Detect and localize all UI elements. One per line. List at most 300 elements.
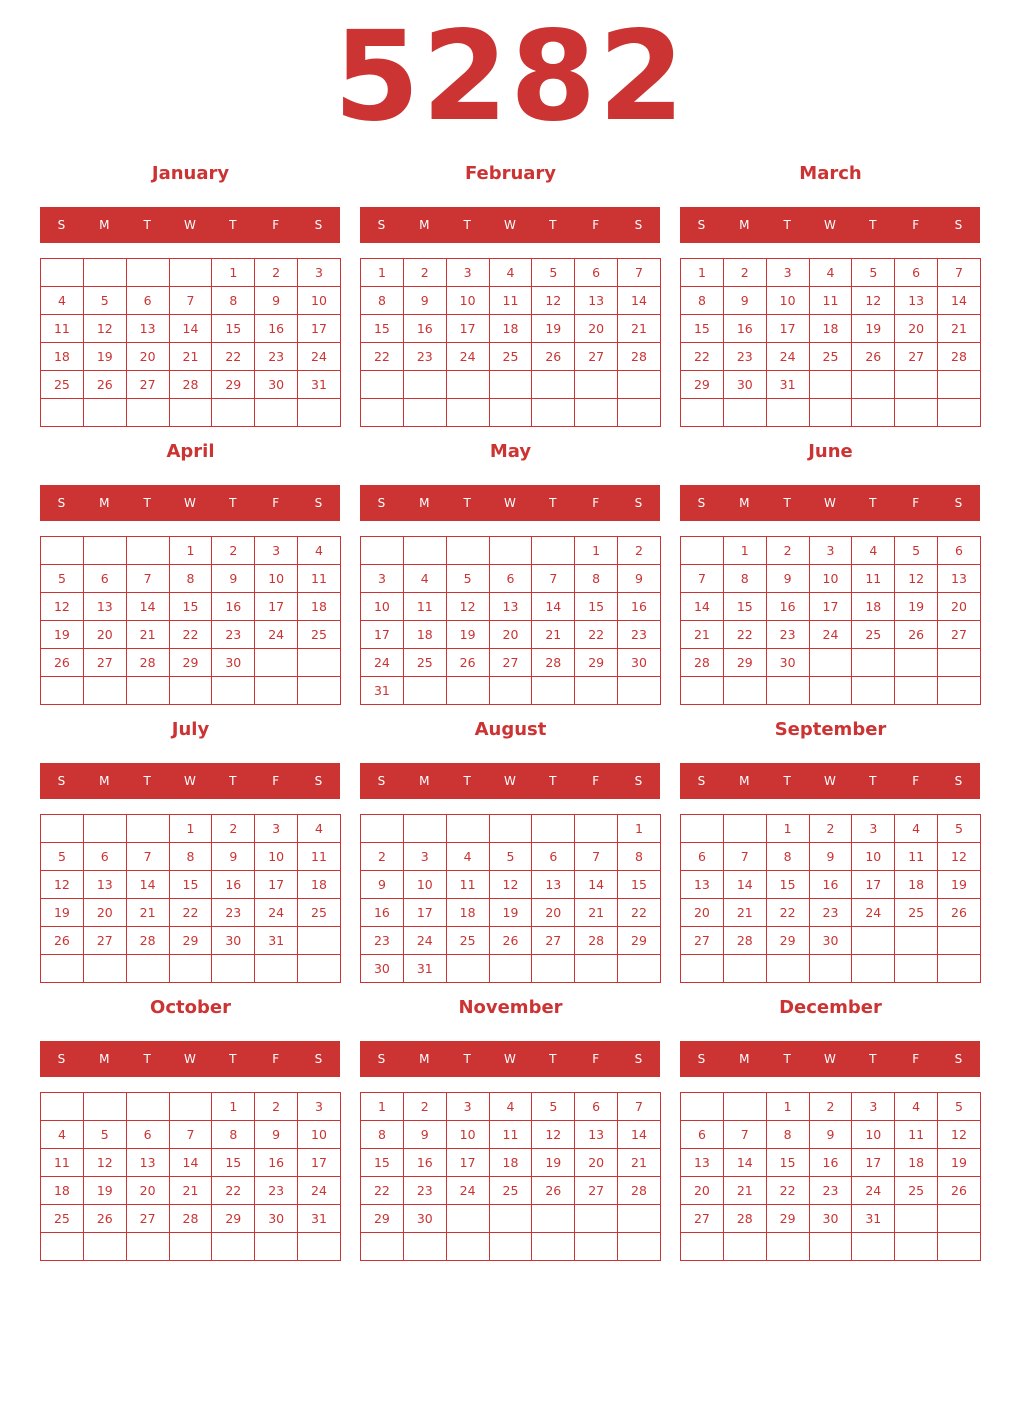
day-cell: 9 bbox=[212, 843, 255, 871]
day-cell: 11 bbox=[41, 1149, 84, 1177]
day-cell bbox=[767, 677, 810, 705]
day-cell bbox=[938, 371, 981, 399]
day-cell bbox=[212, 1233, 255, 1261]
day-cell bbox=[127, 677, 170, 705]
day-cell: 20 bbox=[84, 899, 127, 927]
day-cell bbox=[810, 955, 853, 983]
weekday-label: M bbox=[419, 1052, 430, 1066]
day-cell: 24 bbox=[255, 899, 298, 927]
day-cell bbox=[41, 537, 84, 565]
weekday-label: T bbox=[463, 774, 471, 788]
day-grid bbox=[40, 814, 341, 983]
day-cell bbox=[938, 649, 981, 677]
day-cell: 13 bbox=[127, 1149, 170, 1177]
day-cell: 28 bbox=[532, 649, 575, 677]
day-cell: 19 bbox=[490, 899, 533, 927]
weekday-header bbox=[40, 1041, 340, 1077]
day-cell: 10 bbox=[447, 287, 490, 315]
day-cell: 25 bbox=[490, 343, 533, 371]
weekday-label: S bbox=[634, 774, 643, 788]
weekday-label: M bbox=[99, 774, 110, 788]
day-cell: 8 bbox=[767, 843, 810, 871]
weekday-label: F bbox=[912, 218, 920, 232]
weekday-label: F bbox=[912, 774, 920, 788]
day-cell: 25 bbox=[490, 1177, 533, 1205]
day-cell: 11 bbox=[490, 1121, 533, 1149]
weekday-label: W bbox=[184, 496, 196, 510]
day-cell: 19 bbox=[895, 593, 938, 621]
day-cell: 24 bbox=[810, 621, 853, 649]
weekday-label: T bbox=[229, 1052, 237, 1066]
day-cell: 25 bbox=[895, 899, 938, 927]
day-cell: 23 bbox=[255, 343, 298, 371]
day-cell bbox=[490, 537, 533, 565]
day-cell: 15 bbox=[767, 1149, 810, 1177]
day-cell bbox=[212, 677, 255, 705]
day-cell: 15 bbox=[618, 871, 661, 899]
day-cell: 13 bbox=[575, 287, 618, 315]
day-cell: 30 bbox=[767, 649, 810, 677]
day-cell bbox=[724, 1233, 767, 1261]
weekday-label: S bbox=[377, 1052, 386, 1066]
day-cell bbox=[127, 537, 170, 565]
day-cell: 14 bbox=[618, 1121, 661, 1149]
day-cell bbox=[852, 371, 895, 399]
day-cell bbox=[170, 259, 213, 287]
day-cell: 23 bbox=[212, 899, 255, 927]
day-cell: 10 bbox=[810, 565, 853, 593]
day-cell: 3 bbox=[767, 259, 810, 287]
day-cell: 20 bbox=[575, 315, 618, 343]
day-cell: 28 bbox=[127, 927, 170, 955]
day-cell: 18 bbox=[810, 315, 853, 343]
day-cell: 30 bbox=[810, 1205, 853, 1233]
day-cell: 13 bbox=[895, 287, 938, 315]
day-cell: 14 bbox=[618, 287, 661, 315]
day-cell: 10 bbox=[255, 565, 298, 593]
day-cell bbox=[170, 1233, 213, 1261]
day-cell bbox=[490, 399, 533, 427]
day-cell bbox=[767, 399, 810, 427]
day-cell: 13 bbox=[127, 315, 170, 343]
day-cell: 11 bbox=[404, 593, 447, 621]
day-cell: 17 bbox=[255, 593, 298, 621]
day-cell: 11 bbox=[298, 565, 341, 593]
day-cell: 23 bbox=[404, 343, 447, 371]
day-cell: 1 bbox=[361, 1093, 404, 1121]
day-cell bbox=[447, 1205, 490, 1233]
day-cell: 3 bbox=[447, 1093, 490, 1121]
day-cell: 29 bbox=[575, 649, 618, 677]
day-cell bbox=[532, 815, 575, 843]
day-cell: 25 bbox=[298, 621, 341, 649]
day-cell bbox=[938, 677, 981, 705]
day-cell bbox=[575, 1233, 618, 1261]
weekday-label: F bbox=[592, 496, 600, 510]
day-cell bbox=[724, 1093, 767, 1121]
day-cell bbox=[127, 955, 170, 983]
day-cell: 5 bbox=[852, 259, 895, 287]
day-cell: 24 bbox=[298, 1177, 341, 1205]
day-cell bbox=[895, 955, 938, 983]
day-cell: 7 bbox=[681, 565, 724, 593]
day-cell: 2 bbox=[724, 259, 767, 287]
day-cell: 12 bbox=[84, 1149, 127, 1177]
day-cell: 14 bbox=[724, 1149, 767, 1177]
day-cell: 11 bbox=[895, 843, 938, 871]
day-cell: 2 bbox=[404, 1093, 447, 1121]
day-cell: 8 bbox=[361, 1121, 404, 1149]
day-cell: 27 bbox=[575, 343, 618, 371]
day-cell bbox=[490, 677, 533, 705]
day-cell bbox=[895, 371, 938, 399]
day-cell bbox=[404, 537, 447, 565]
day-cell: 31 bbox=[767, 371, 810, 399]
day-cell: 17 bbox=[298, 1149, 341, 1177]
day-cell: 12 bbox=[490, 871, 533, 899]
day-cell: 23 bbox=[724, 343, 767, 371]
day-cell bbox=[404, 399, 447, 427]
day-cell bbox=[575, 677, 618, 705]
day-cell: 8 bbox=[767, 1121, 810, 1149]
day-cell: 7 bbox=[724, 843, 767, 871]
weekday-label: W bbox=[184, 1052, 196, 1066]
day-cell: 30 bbox=[212, 649, 255, 677]
day-cell: 18 bbox=[41, 343, 84, 371]
weekday-label: W bbox=[184, 774, 196, 788]
day-cell bbox=[724, 955, 767, 983]
day-cell: 29 bbox=[361, 1205, 404, 1233]
day-cell: 13 bbox=[681, 1149, 724, 1177]
day-cell bbox=[84, 399, 127, 427]
day-cell: 27 bbox=[938, 621, 981, 649]
day-cell: 3 bbox=[447, 259, 490, 287]
weekday-label: S bbox=[314, 218, 323, 232]
day-cell bbox=[212, 399, 255, 427]
day-cell bbox=[41, 677, 84, 705]
day-cell: 12 bbox=[41, 871, 84, 899]
day-cell: 15 bbox=[575, 593, 618, 621]
weekday-label: F bbox=[272, 774, 280, 788]
weekday-label: W bbox=[504, 496, 516, 510]
day-cell: 3 bbox=[852, 815, 895, 843]
day-cell bbox=[84, 1233, 127, 1261]
day-cell: 26 bbox=[447, 649, 490, 677]
day-cell: 28 bbox=[170, 1205, 213, 1233]
day-cell: 19 bbox=[84, 343, 127, 371]
day-cell: 9 bbox=[361, 871, 404, 899]
day-cell: 28 bbox=[938, 343, 981, 371]
day-cell: 14 bbox=[170, 315, 213, 343]
day-cell: 11 bbox=[447, 871, 490, 899]
day-cell bbox=[852, 955, 895, 983]
day-cell: 18 bbox=[298, 593, 341, 621]
day-cell: 9 bbox=[810, 843, 853, 871]
day-cell: 9 bbox=[618, 565, 661, 593]
day-cell: 29 bbox=[212, 1205, 255, 1233]
day-cell: 2 bbox=[255, 259, 298, 287]
day-cell: 29 bbox=[618, 927, 661, 955]
day-cell: 16 bbox=[618, 593, 661, 621]
day-cell bbox=[938, 1205, 981, 1233]
day-cell bbox=[255, 649, 298, 677]
day-cell: 6 bbox=[84, 843, 127, 871]
weekday-label: W bbox=[824, 496, 836, 510]
weekday-header bbox=[680, 763, 980, 799]
day-cell bbox=[532, 371, 575, 399]
day-cell bbox=[681, 1093, 724, 1121]
day-cell: 11 bbox=[298, 843, 341, 871]
day-cell bbox=[361, 815, 404, 843]
day-cell bbox=[84, 815, 127, 843]
day-cell: 16 bbox=[810, 1149, 853, 1177]
day-cell: 27 bbox=[895, 343, 938, 371]
day-cell: 15 bbox=[170, 593, 213, 621]
day-cell: 16 bbox=[724, 315, 767, 343]
day-cell: 14 bbox=[532, 593, 575, 621]
day-cell bbox=[447, 399, 490, 427]
weekday-label: T bbox=[783, 218, 791, 232]
day-cell: 17 bbox=[255, 871, 298, 899]
day-cell bbox=[810, 399, 853, 427]
day-cell: 6 bbox=[490, 565, 533, 593]
day-cell: 15 bbox=[681, 315, 724, 343]
weekday-label: S bbox=[377, 774, 386, 788]
day-cell: 11 bbox=[490, 287, 533, 315]
day-cell bbox=[127, 1093, 170, 1121]
day-cell bbox=[84, 955, 127, 983]
day-cell: 19 bbox=[41, 621, 84, 649]
day-cell: 6 bbox=[84, 565, 127, 593]
weekday-label: M bbox=[419, 218, 430, 232]
weekday-label: T bbox=[143, 774, 151, 788]
day-cell: 22 bbox=[724, 621, 767, 649]
day-cell: 22 bbox=[618, 899, 661, 927]
month-name: January bbox=[151, 163, 230, 184]
day-cell: 4 bbox=[41, 287, 84, 315]
day-cell: 17 bbox=[404, 899, 447, 927]
day-cell: 22 bbox=[575, 621, 618, 649]
weekday-label: S bbox=[954, 774, 963, 788]
day-cell bbox=[681, 537, 724, 565]
weekday-label: T bbox=[783, 774, 791, 788]
day-cell: 23 bbox=[810, 899, 853, 927]
day-cell: 24 bbox=[361, 649, 404, 677]
day-cell: 22 bbox=[170, 621, 213, 649]
day-cell bbox=[852, 677, 895, 705]
day-cell bbox=[895, 927, 938, 955]
weekday-label: M bbox=[739, 496, 750, 510]
day-cell: 28 bbox=[681, 649, 724, 677]
day-cell bbox=[681, 1233, 724, 1261]
month-name: July bbox=[171, 719, 210, 740]
weekday-label: S bbox=[634, 1052, 643, 1066]
day-cell: 1 bbox=[724, 537, 767, 565]
day-cell bbox=[84, 259, 127, 287]
day-cell: 8 bbox=[212, 287, 255, 315]
weekday-label: T bbox=[229, 774, 237, 788]
day-cell: 24 bbox=[767, 343, 810, 371]
day-cell: 4 bbox=[895, 815, 938, 843]
weekday-label: S bbox=[697, 218, 706, 232]
day-cell: 4 bbox=[41, 1121, 84, 1149]
day-cell bbox=[618, 677, 661, 705]
month-name: October bbox=[150, 997, 231, 1018]
day-grid bbox=[680, 814, 981, 983]
day-cell: 26 bbox=[41, 927, 84, 955]
day-cell: 16 bbox=[361, 899, 404, 927]
day-cell: 21 bbox=[170, 1177, 213, 1205]
weekday-header bbox=[40, 763, 340, 799]
day-cell: 20 bbox=[681, 899, 724, 927]
weekday-label: F bbox=[272, 1052, 280, 1066]
day-cell: 25 bbox=[852, 621, 895, 649]
weekday-label: W bbox=[504, 218, 516, 232]
day-cell: 2 bbox=[361, 843, 404, 871]
weekday-label: T bbox=[869, 496, 877, 510]
day-cell: 20 bbox=[490, 621, 533, 649]
day-cell: 22 bbox=[212, 343, 255, 371]
day-cell: 7 bbox=[724, 1121, 767, 1149]
day-cell bbox=[532, 955, 575, 983]
weekday-label: T bbox=[549, 1052, 557, 1066]
day-cell: 18 bbox=[404, 621, 447, 649]
day-cell: 23 bbox=[212, 621, 255, 649]
day-cell: 30 bbox=[404, 1205, 447, 1233]
day-cell bbox=[127, 259, 170, 287]
day-cell: 21 bbox=[938, 315, 981, 343]
weekday-label: T bbox=[549, 496, 557, 510]
day-cell bbox=[681, 399, 724, 427]
day-cell: 20 bbox=[532, 899, 575, 927]
day-cell: 26 bbox=[895, 621, 938, 649]
day-cell: 12 bbox=[852, 287, 895, 315]
weekday-header bbox=[40, 485, 340, 521]
day-cell: 12 bbox=[532, 1121, 575, 1149]
day-cell: 8 bbox=[681, 287, 724, 315]
day-cell bbox=[41, 1233, 84, 1261]
weekday-label: T bbox=[783, 496, 791, 510]
day-cell bbox=[938, 1233, 981, 1261]
day-cell: 8 bbox=[212, 1121, 255, 1149]
day-cell: 16 bbox=[404, 1149, 447, 1177]
weekday-label: T bbox=[869, 218, 877, 232]
day-cell: 28 bbox=[170, 371, 213, 399]
day-cell bbox=[938, 927, 981, 955]
day-cell: 20 bbox=[127, 1177, 170, 1205]
weekday-label: T bbox=[143, 1052, 151, 1066]
day-cell: 13 bbox=[938, 565, 981, 593]
day-cell bbox=[404, 1233, 447, 1261]
weekday-header bbox=[360, 485, 660, 521]
day-cell: 3 bbox=[852, 1093, 895, 1121]
day-cell: 6 bbox=[895, 259, 938, 287]
weekday-header bbox=[360, 207, 660, 243]
day-cell bbox=[298, 927, 341, 955]
day-cell bbox=[404, 815, 447, 843]
day-cell: 31 bbox=[298, 371, 341, 399]
day-cell: 26 bbox=[938, 1177, 981, 1205]
day-cell: 14 bbox=[127, 593, 170, 621]
day-cell bbox=[255, 1233, 298, 1261]
day-cell bbox=[41, 1093, 84, 1121]
day-cell bbox=[575, 1205, 618, 1233]
day-cell: 27 bbox=[84, 927, 127, 955]
day-cell: 5 bbox=[84, 1121, 127, 1149]
day-cell: 21 bbox=[724, 1177, 767, 1205]
weekday-label: S bbox=[57, 1052, 66, 1066]
day-cell: 6 bbox=[575, 1093, 618, 1121]
day-cell: 3 bbox=[810, 537, 853, 565]
day-cell: 26 bbox=[532, 343, 575, 371]
day-cell: 23 bbox=[361, 927, 404, 955]
day-cell: 28 bbox=[618, 1177, 661, 1205]
day-cell: 31 bbox=[404, 955, 447, 983]
day-cell: 26 bbox=[852, 343, 895, 371]
weekday-label: M bbox=[739, 218, 750, 232]
weekday-header bbox=[680, 1041, 980, 1077]
month-name: March bbox=[799, 163, 862, 184]
day-cell: 25 bbox=[41, 1205, 84, 1233]
day-cell: 14 bbox=[724, 871, 767, 899]
day-cell bbox=[852, 1233, 895, 1261]
day-cell: 2 bbox=[212, 815, 255, 843]
day-cell: 13 bbox=[84, 593, 127, 621]
day-cell: 25 bbox=[404, 649, 447, 677]
day-cell: 17 bbox=[447, 315, 490, 343]
day-cell: 11 bbox=[810, 287, 853, 315]
day-cell: 9 bbox=[810, 1121, 853, 1149]
day-cell: 26 bbox=[84, 1205, 127, 1233]
day-cell: 16 bbox=[810, 871, 853, 899]
weekday-label: M bbox=[99, 1052, 110, 1066]
day-cell: 13 bbox=[490, 593, 533, 621]
day-cell: 4 bbox=[490, 259, 533, 287]
day-cell: 27 bbox=[127, 1205, 170, 1233]
day-cell: 19 bbox=[532, 1149, 575, 1177]
day-cell: 27 bbox=[84, 649, 127, 677]
day-cell: 16 bbox=[404, 315, 447, 343]
year-title: 5282 bbox=[333, 5, 687, 149]
day-grid bbox=[680, 536, 981, 705]
day-cell: 22 bbox=[361, 1177, 404, 1205]
day-cell: 17 bbox=[298, 315, 341, 343]
day-cell: 23 bbox=[618, 621, 661, 649]
day-cell: 12 bbox=[84, 315, 127, 343]
day-cell bbox=[447, 537, 490, 565]
day-cell: 29 bbox=[681, 371, 724, 399]
weekday-label: S bbox=[634, 218, 643, 232]
day-cell: 8 bbox=[170, 843, 213, 871]
day-grid bbox=[40, 1092, 341, 1261]
day-cell: 24 bbox=[447, 343, 490, 371]
day-cell: 1 bbox=[575, 537, 618, 565]
day-cell: 24 bbox=[447, 1177, 490, 1205]
day-cell: 7 bbox=[170, 1121, 213, 1149]
day-cell: 30 bbox=[255, 1205, 298, 1233]
day-cell: 10 bbox=[852, 1121, 895, 1149]
day-cell: 6 bbox=[532, 843, 575, 871]
day-cell: 17 bbox=[767, 315, 810, 343]
day-cell: 7 bbox=[170, 287, 213, 315]
day-cell: 5 bbox=[84, 287, 127, 315]
day-cell bbox=[298, 1233, 341, 1261]
day-cell: 1 bbox=[170, 815, 213, 843]
weekday-label: T bbox=[783, 1052, 791, 1066]
day-cell: 10 bbox=[447, 1121, 490, 1149]
day-cell: 4 bbox=[447, 843, 490, 871]
weekday-label: S bbox=[57, 218, 66, 232]
